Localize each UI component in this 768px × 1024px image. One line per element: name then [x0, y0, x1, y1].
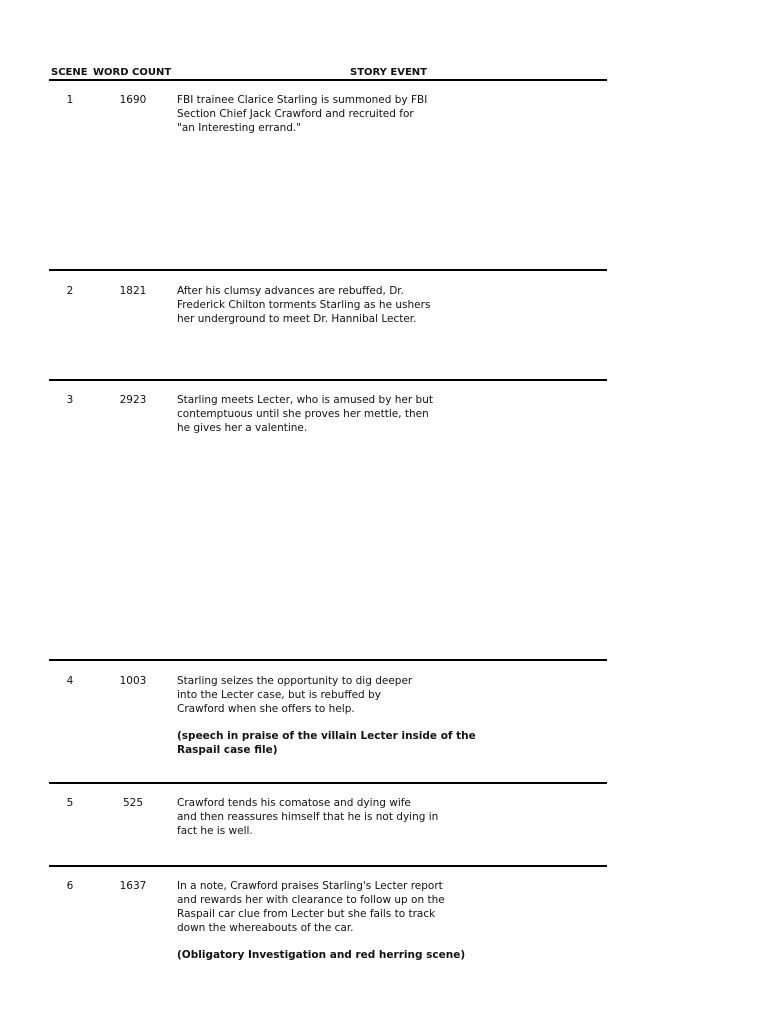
event-note — [177, 729, 497, 757]
event-line: and rewards her with clearance to follow up on the — [177, 894, 445, 906]
header-word-count: WORD COUNT — [93, 67, 172, 78]
scene-number: 4 — [66, 675, 74, 687]
header-story-event: STORY EVENT — [350, 67, 427, 78]
event-line: Section Chief Jack Crawford and recruited for — [177, 108, 414, 120]
story-event — [177, 284, 497, 326]
event-line: Starling meets Lecter, who is amused by her but — [177, 394, 433, 406]
word-count: 1690 — [119, 94, 147, 106]
note-line: Raspail case file) — [177, 744, 278, 756]
note-line: (speech in praise of the villain Lecter inside of the — [177, 730, 476, 742]
row-divider — [49, 379, 607, 381]
scene-number: 6 — [66, 880, 74, 892]
row-divider — [49, 782, 607, 784]
word-count: 525 — [122, 797, 144, 809]
event-line: Crawford tends his comatose and dying wife — [177, 797, 411, 809]
event-line: fact he is well. — [177, 825, 253, 837]
table-header — [0, 66, 768, 80]
story-event — [177, 796, 497, 838]
event-line: In a note, Crawford praises Starling's Lecter report — [177, 880, 443, 892]
note-line: (Obligatory Investigation and red herring scene) — [177, 949, 466, 961]
story-event — [177, 393, 497, 435]
scene-number: 5 — [66, 797, 74, 809]
scene-number: 3 — [66, 394, 74, 406]
story-event — [177, 93, 497, 135]
row-divider — [49, 269, 607, 271]
story-event — [177, 879, 497, 962]
word-count: 1637 — [119, 880, 147, 892]
event-line: Frederick Chilton torments Starling as he ushers — [177, 299, 431, 311]
event-line: After his clumsy advances are rebuffed, Dr. — [177, 285, 404, 297]
event-line: Crawford when she offers to help. — [177, 703, 355, 715]
event-note — [177, 948, 497, 962]
word-count: 1821 — [119, 285, 147, 297]
row-divider — [49, 865, 607, 867]
event-line: contemptuous until she proves her mettle, then — [177, 408, 429, 420]
event-line: Starling seizes the opportunity to dig deeper — [177, 675, 413, 687]
event-line: her underground to meet Dr. Hannibal Lecter. — [177, 313, 417, 325]
scene-number: 1 — [66, 94, 74, 106]
event-line: Raspail car clue from Lecter but she fails to track — [177, 908, 436, 920]
event-line: "an Interesting errand." — [177, 122, 302, 134]
story-event — [177, 674, 497, 757]
word-count: 2923 — [119, 394, 147, 406]
header-rule — [49, 79, 607, 81]
event-line: down the whereabouts of the car. — [177, 922, 354, 934]
header-scene: SCENE — [51, 67, 88, 78]
event-line: FBI trainee Clarice Starling is summoned by FBI — [177, 94, 428, 106]
word-count: 1003 — [119, 675, 147, 687]
scene-number: 2 — [66, 285, 74, 297]
event-line: he gives her a valentine. — [177, 422, 308, 434]
event-line: and then reassures himself that he is not dying in — [177, 811, 439, 823]
event-line: into the Lecter case, but is rebuffed by — [177, 689, 381, 701]
row-divider — [49, 659, 607, 661]
